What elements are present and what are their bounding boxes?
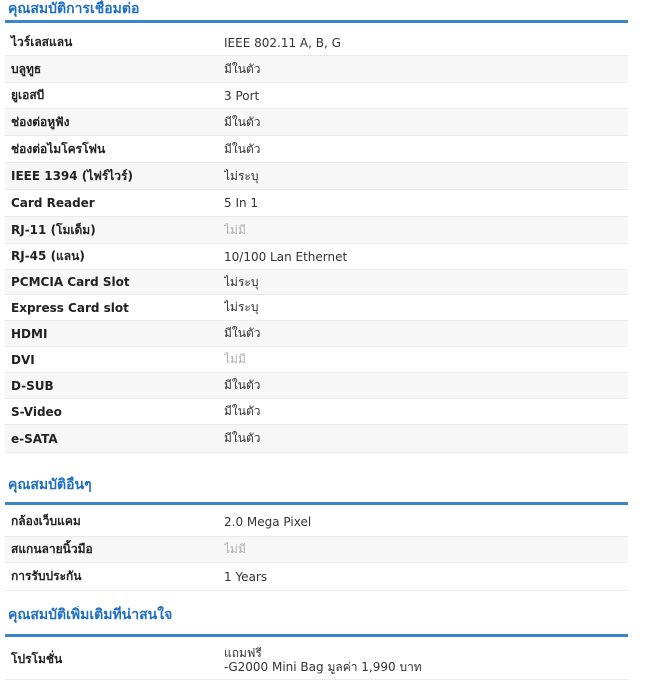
spec-value: แถมฟรี -G2000 Mini Bag มูลค่า 1,990 บาท [224, 645, 422, 674]
spec-value: 5 In 1 [224, 196, 259, 210]
spec-label: IEEE 1394 (ไฟร์ไวร์) [11, 168, 133, 183]
spec-label: Express Card slot [11, 300, 129, 315]
section-title: คุณสมบัติการเชื่อมต่อ [8, 1, 140, 17]
spec-row-esata [5, 425, 628, 453]
spec-value: 1 Years [224, 569, 268, 584]
spec-row-svideo [5, 399, 628, 425]
spec-row-fingerprint [5, 537, 628, 563]
spec-label: บลูทูธ [11, 61, 42, 76]
spec-label: ไวร์เลสแลน [11, 35, 73, 49]
spec-label: โปรโมชั่น [11, 652, 63, 666]
spec-value: มีในตัว [224, 378, 261, 392]
spec-value: มีในตัว [224, 431, 261, 445]
spec-value: ไม่มี [224, 542, 246, 556]
spec-row-webcam [5, 507, 628, 537]
spec-value: มีในตัว [224, 114, 261, 129]
spec-value: 3 Port [224, 88, 260, 103]
spec-row-rj11 [5, 217, 628, 244]
spec-label: PCMCIA Card Slot [11, 275, 130, 289]
spec-row-warranty [5, 563, 628, 591]
section-connectivity [5, 0, 628, 453]
spec-value: 10/100 Lan Ethernet [224, 249, 348, 264]
spec-row-pcmcia [5, 270, 628, 295]
section-other-features [5, 476, 628, 591]
spec-row-usb [5, 83, 628, 109]
spec-row-express-card [5, 295, 628, 321]
spec-table [5, 507, 628, 591]
spec-row-headphone [5, 109, 628, 136]
section-title: คุณสมบัติอื่นๆ [8, 477, 92, 493]
spec-label: สแกนลายนิ้วมือ [11, 542, 93, 556]
section-divider [5, 634, 628, 637]
spec-value: 2.0 Mega Pixel [224, 514, 312, 529]
spec-label: การรับประกัน [11, 569, 82, 583]
spec-value: ไม่ระบุ [224, 274, 259, 289]
spec-value: ไม่ระบุ [224, 168, 259, 183]
spec-label: RJ-11 (โมเด็ม) [11, 222, 96, 237]
spec-label: กล้องเว็บแคม [11, 514, 81, 528]
spec-row-rj45 [5, 244, 628, 270]
spec-label: ช่องต่อไมโครโฟน [11, 141, 106, 156]
section-extra-features [5, 606, 628, 680]
section-title: คุณสมบัติเพิ่มเติมที่น่าสนใจ [8, 607, 173, 623]
section-divider [5, 20, 628, 23]
spec-row-card-reader [5, 190, 628, 217]
spec-row-promotion [5, 640, 628, 680]
spec-label: DVI [11, 352, 35, 367]
spec-row-dsub [5, 373, 628, 399]
spec-row-dvi [5, 347, 628, 373]
spec-label: S-Video [11, 404, 62, 419]
spec-label: RJ-45 (แลน) [11, 249, 85, 263]
spec-row-bluetooth [5, 56, 628, 83]
spec-label: ยูเอสบี [11, 88, 45, 102]
spec-table [5, 30, 628, 453]
spec-table [5, 640, 628, 680]
spec-label: Card Reader [11, 196, 95, 210]
spec-label: e-SATA [11, 431, 58, 446]
spec-value: IEEE 802.11 A, B, G [224, 35, 341, 50]
spec-label: ช่องต่อหูฟัง [11, 114, 70, 129]
spec-value: ไม่มี [224, 352, 246, 366]
spec-value: มีในตัว [224, 404, 261, 418]
spec-row-wireless-lan [5, 30, 628, 56]
spec-value: มีในตัว [224, 61, 261, 76]
spec-value: ไม่ระบุ [224, 300, 259, 314]
spec-value: ไม่มี [224, 222, 246, 237]
spec-row-ieee1394 [5, 163, 628, 190]
spec-row-microphone [5, 136, 628, 163]
section-divider [5, 502, 628, 505]
spec-row-hdmi [5, 321, 628, 347]
spec-value: มีในตัว [224, 141, 261, 156]
spec-label: D-SUB [11, 378, 54, 393]
spec-label: HDMI [11, 326, 48, 341]
spec-value: มีในตัว [224, 326, 261, 340]
